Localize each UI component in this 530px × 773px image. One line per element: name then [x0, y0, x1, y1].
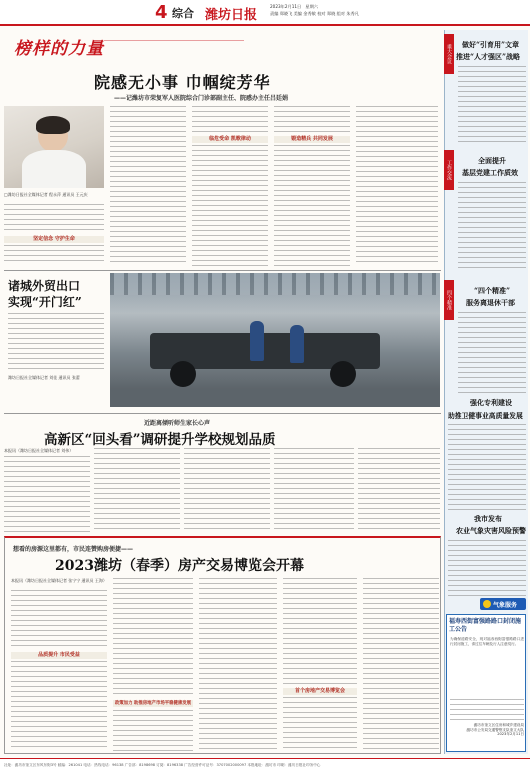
house-kicker: 想看的房源这里都有，市民连赞购房便捷——: [13, 546, 134, 553]
top-col2-text: [110, 106, 186, 266]
house-fair-story: [4, 536, 441, 754]
r-story4-headline-2: 助推卫健事业高质量发展: [448, 412, 523, 420]
section-label: 综合: [172, 7, 194, 20]
top-col4-text: [274, 106, 350, 134]
school-col4: [274, 448, 354, 532]
issue-date: 2023年2月11日 星期六: [270, 4, 318, 9]
house-sub-1: 品质提升 市民受益: [11, 652, 107, 659]
tag-3: 四个精准: [444, 280, 454, 320]
top-headline: 院感无小事 巾帼绽芳华: [94, 73, 271, 92]
top-sub-4: 锻造精兵 共同发展: [274, 136, 350, 143]
top-col3-text-b: [192, 145, 268, 266]
factory-roof: [110, 273, 440, 295]
r-story6-text: 为确保道路安全，现对福寿西街富强路路口进行封闭施工，请过往车辆及行人注意绕行。: [450, 637, 524, 647]
r-story5-headline-2: 农业气象灾害风险预警: [456, 526, 526, 535]
top-subhead: ——记潍坊市荣复军人医院综合门诊部副主任、院感办主任吕廷娟: [114, 95, 289, 102]
r-story2-headline-1: 全面提升: [478, 156, 506, 165]
trade-lede: [8, 313, 104, 373]
masthead: [0, 0, 530, 26]
r-story6-lines: [450, 699, 524, 721]
top-byline: □潍坊日报社全媒体记者 程永萍 通讯员 王元庆: [4, 192, 88, 197]
factory-floor: [110, 389, 440, 407]
r-story1-headline-1: 做好“引育用”文章: [462, 40, 520, 49]
top-sub-1: 坚定信念 守护生命: [4, 236, 104, 243]
top-col4-text-b: [274, 145, 350, 266]
factory-worker-1: [250, 321, 264, 361]
portrait-photo: [4, 106, 104, 188]
top-col5-text: [356, 106, 438, 266]
footer: [0, 758, 530, 773]
house-sub-2: 政策加力 助推房地产市场平稳健康发展: [114, 701, 192, 706]
r-story2-headline-2: 基层党建工作质效: [462, 168, 518, 177]
r-story6-box: [446, 614, 526, 752]
trade-headline-2: 实现“开门红”: [8, 295, 82, 309]
portrait-coat: [22, 150, 86, 188]
banner-brush: 榜样的力量: [14, 39, 104, 59]
tag-2: 工作交流: [444, 150, 454, 190]
school-headline: 高新区“回头看”调研提升学校规划品质: [44, 432, 276, 448]
school-col5: [358, 448, 440, 532]
school-col2: [94, 448, 180, 532]
house-col1-b: [11, 661, 107, 751]
weather-logo-text: 气象服务: [493, 602, 518, 609]
trade-credit: 潍坊日报社全媒体记者 刘佳 通讯员 张蕾: [8, 375, 80, 380]
r-story1-headline-2: 推进“人才强区”战略: [456, 52, 521, 61]
weather-logo-icon: [483, 600, 491, 608]
house-col2: [113, 578, 193, 698]
house-col3: [199, 578, 277, 752]
house-byline: 本报讯（潍坊日报社全媒体记者 张宁宁 通讯员 王海）: [11, 578, 107, 583]
editors-line: 责编 郑晓飞 美编 金秀敏 校对 郑晓 组对 朱秀凡: [270, 11, 359, 16]
r-story5-headline-1: 我市发布: [474, 514, 502, 523]
factory-photo: [110, 273, 440, 407]
r-story3-headline-2: 服务离退休干部: [466, 298, 515, 307]
school-byline: 本报讯（潍坊日报社全媒体记者 刘伟）: [4, 448, 74, 453]
paper-logo: 潍坊日报: [205, 8, 258, 23]
school-story: [4, 413, 441, 533]
r-story6-signature: 潍坊市奎文区住房和城乡建设局 潍坊市公安局交通警察支队奎文大队 2023年2月11日: [466, 723, 524, 737]
r-story1-text: [458, 66, 526, 144]
top-col1-text-b: [4, 245, 104, 265]
factory-wheel-1: [170, 361, 196, 387]
tag-1: 重大会议: [444, 34, 454, 74]
house-col4: [283, 578, 357, 686]
top-sub-3: 临危受命 凯歌律动: [192, 136, 268, 143]
portrait-hair: [36, 116, 70, 134]
page-number: 4: [155, 2, 168, 23]
house-sub-3: 首个房地产交易博览会: [283, 688, 357, 695]
r-story5-text: [448, 540, 526, 596]
top-col1-text: [4, 204, 104, 234]
house-col1: [11, 590, 107, 650]
r-story4-text: [448, 424, 526, 510]
house-col5: [363, 578, 439, 752]
factory-worker-2: [290, 325, 304, 363]
house-headline: 2023潍坊（春季）房产交易博览会开幕: [55, 558, 304, 574]
trade-headline-1: 诸城外贸出口: [8, 279, 81, 293]
factory-wheel-2: [330, 361, 356, 387]
r-story2-text: [458, 182, 526, 272]
r-story6-headline: 福寿西街富强路路口封闭施工公告: [449, 618, 522, 633]
weather-logo: [480, 598, 526, 610]
house-col2-b: [113, 710, 193, 752]
school-col1: [4, 456, 90, 532]
banner-flourish: [104, 40, 244, 41]
r-story3-headline-1: “四个精准”: [474, 286, 511, 295]
house-col4-b: [283, 697, 357, 752]
r-story4-headline-1: 强化专利建设: [470, 398, 512, 407]
r-story3-text: [458, 312, 526, 394]
footer-text: 社址：潍坊市奎文区东风东街3号 邮编：261041 电话：热线电话：96138 广告部：8198698 订阅：8196338 广告经营许可证号：3707002000097 本报地址：潍坊市 印刷：潍坊日报社印务中心: [4, 763, 321, 767]
top-story: [4, 30, 441, 268]
school-kicker: 近距离倾听师生家长心声: [144, 420, 211, 427]
top-col3-text: [192, 106, 268, 134]
trade-story: [4, 270, 441, 410]
school-col3: [184, 448, 270, 532]
